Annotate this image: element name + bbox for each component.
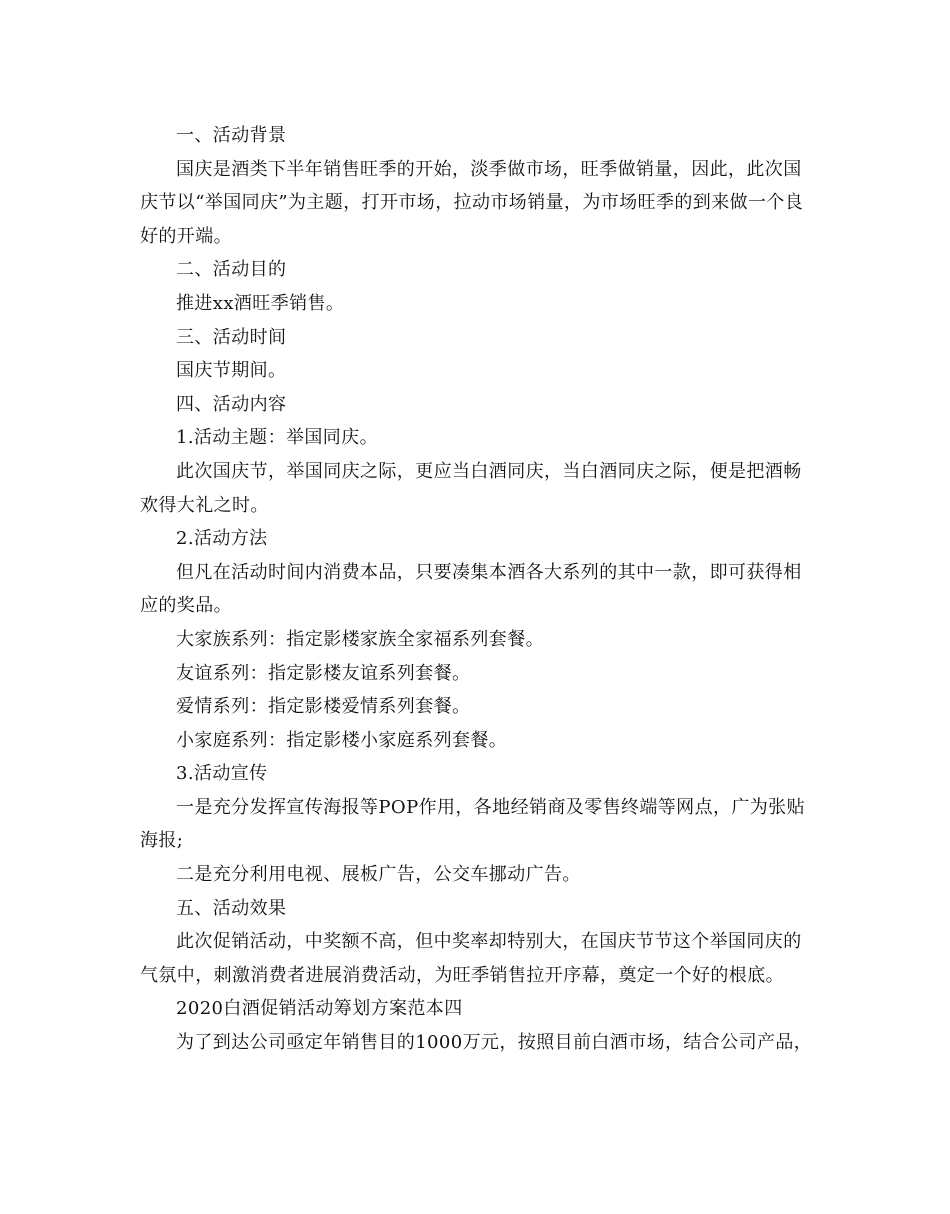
paragraph-goal: 推进xx酒旺季销售。 [176, 292, 345, 314]
paragraph-method: 但凡在活动时间内消费本品，只要凑集本酒各大系列的其中一款，即可获得相应的奖品。 [140, 561, 802, 617]
list-item-love: 爱情系列：指定影楼爱情系列套餐。 [176, 696, 471, 718]
paragraph-theme: 此次国庆节，举国同庆之际，更应当白酒同庆，当白酒同庆之际，便是把酒畅欢得大礼之时。 [140, 460, 802, 516]
section-heading-background: 一、活动背景 [176, 125, 287, 146]
list-item-family: 大家族系列：指定影楼家族全家福系列套餐。 [176, 628, 544, 650]
list-item-friendship: 友谊系列：指定影楼友谊系列套餐。 [176, 662, 471, 684]
paragraph-promotion-posters: 一是充分发挥宣传海报等POP作用，各地经销商及零售终端等网点，广为张贴海报; [140, 796, 805, 852]
paragraph-time: 国庆节期间。 [176, 360, 287, 382]
section-heading-effect: 五、活动效果 [176, 897, 287, 919]
section-heading-content: 四、活动内容 [176, 393, 287, 415]
section-heading-goal: 二、活动目的 [176, 259, 287, 281]
paragraph-intro: 为了到达公司亟定年销售目的1000万元，按照目前白酒市场，结合公司产品， [176, 1032, 813, 1054]
subheading-promotion: 3.活动宣传 [176, 763, 268, 785]
subheading-theme: 1.活动主题：举国同庆。 [176, 427, 378, 449]
subheading-method: 2.活动方法 [176, 528, 268, 550]
paragraph-effect: 此次促销活动，中奖额不高，但中奖率却特别大，在国庆节节这个举国同庆的气氛中，刺激消费者进展消费活动，为旺季销售拉开序幕，奠定一个好的根底。 [140, 931, 802, 986]
document-body [140, 119, 816, 1060]
document-subtitle: 2020白酒促销活动筹划方案范本四 [176, 998, 463, 1020]
paragraph-promotion-tv: 二是充分利用电视、展板广告，公交车挪动广告。 [176, 864, 581, 886]
paragraph-background: 国庆是酒类下半年销售旺季的开始，淡季做市场，旺季做销量，因此，此次国庆节以“举国同庆”为主题，打开市场，拉动市场销量，为市场旺季的到来做一个良好的开端。 [140, 158, 804, 247]
list-item-small-family: 小家庭系列：指定影楼小家庭系列套餐。 [176, 729, 508, 751]
section-heading-time: 三、活动时间 [176, 326, 287, 348]
